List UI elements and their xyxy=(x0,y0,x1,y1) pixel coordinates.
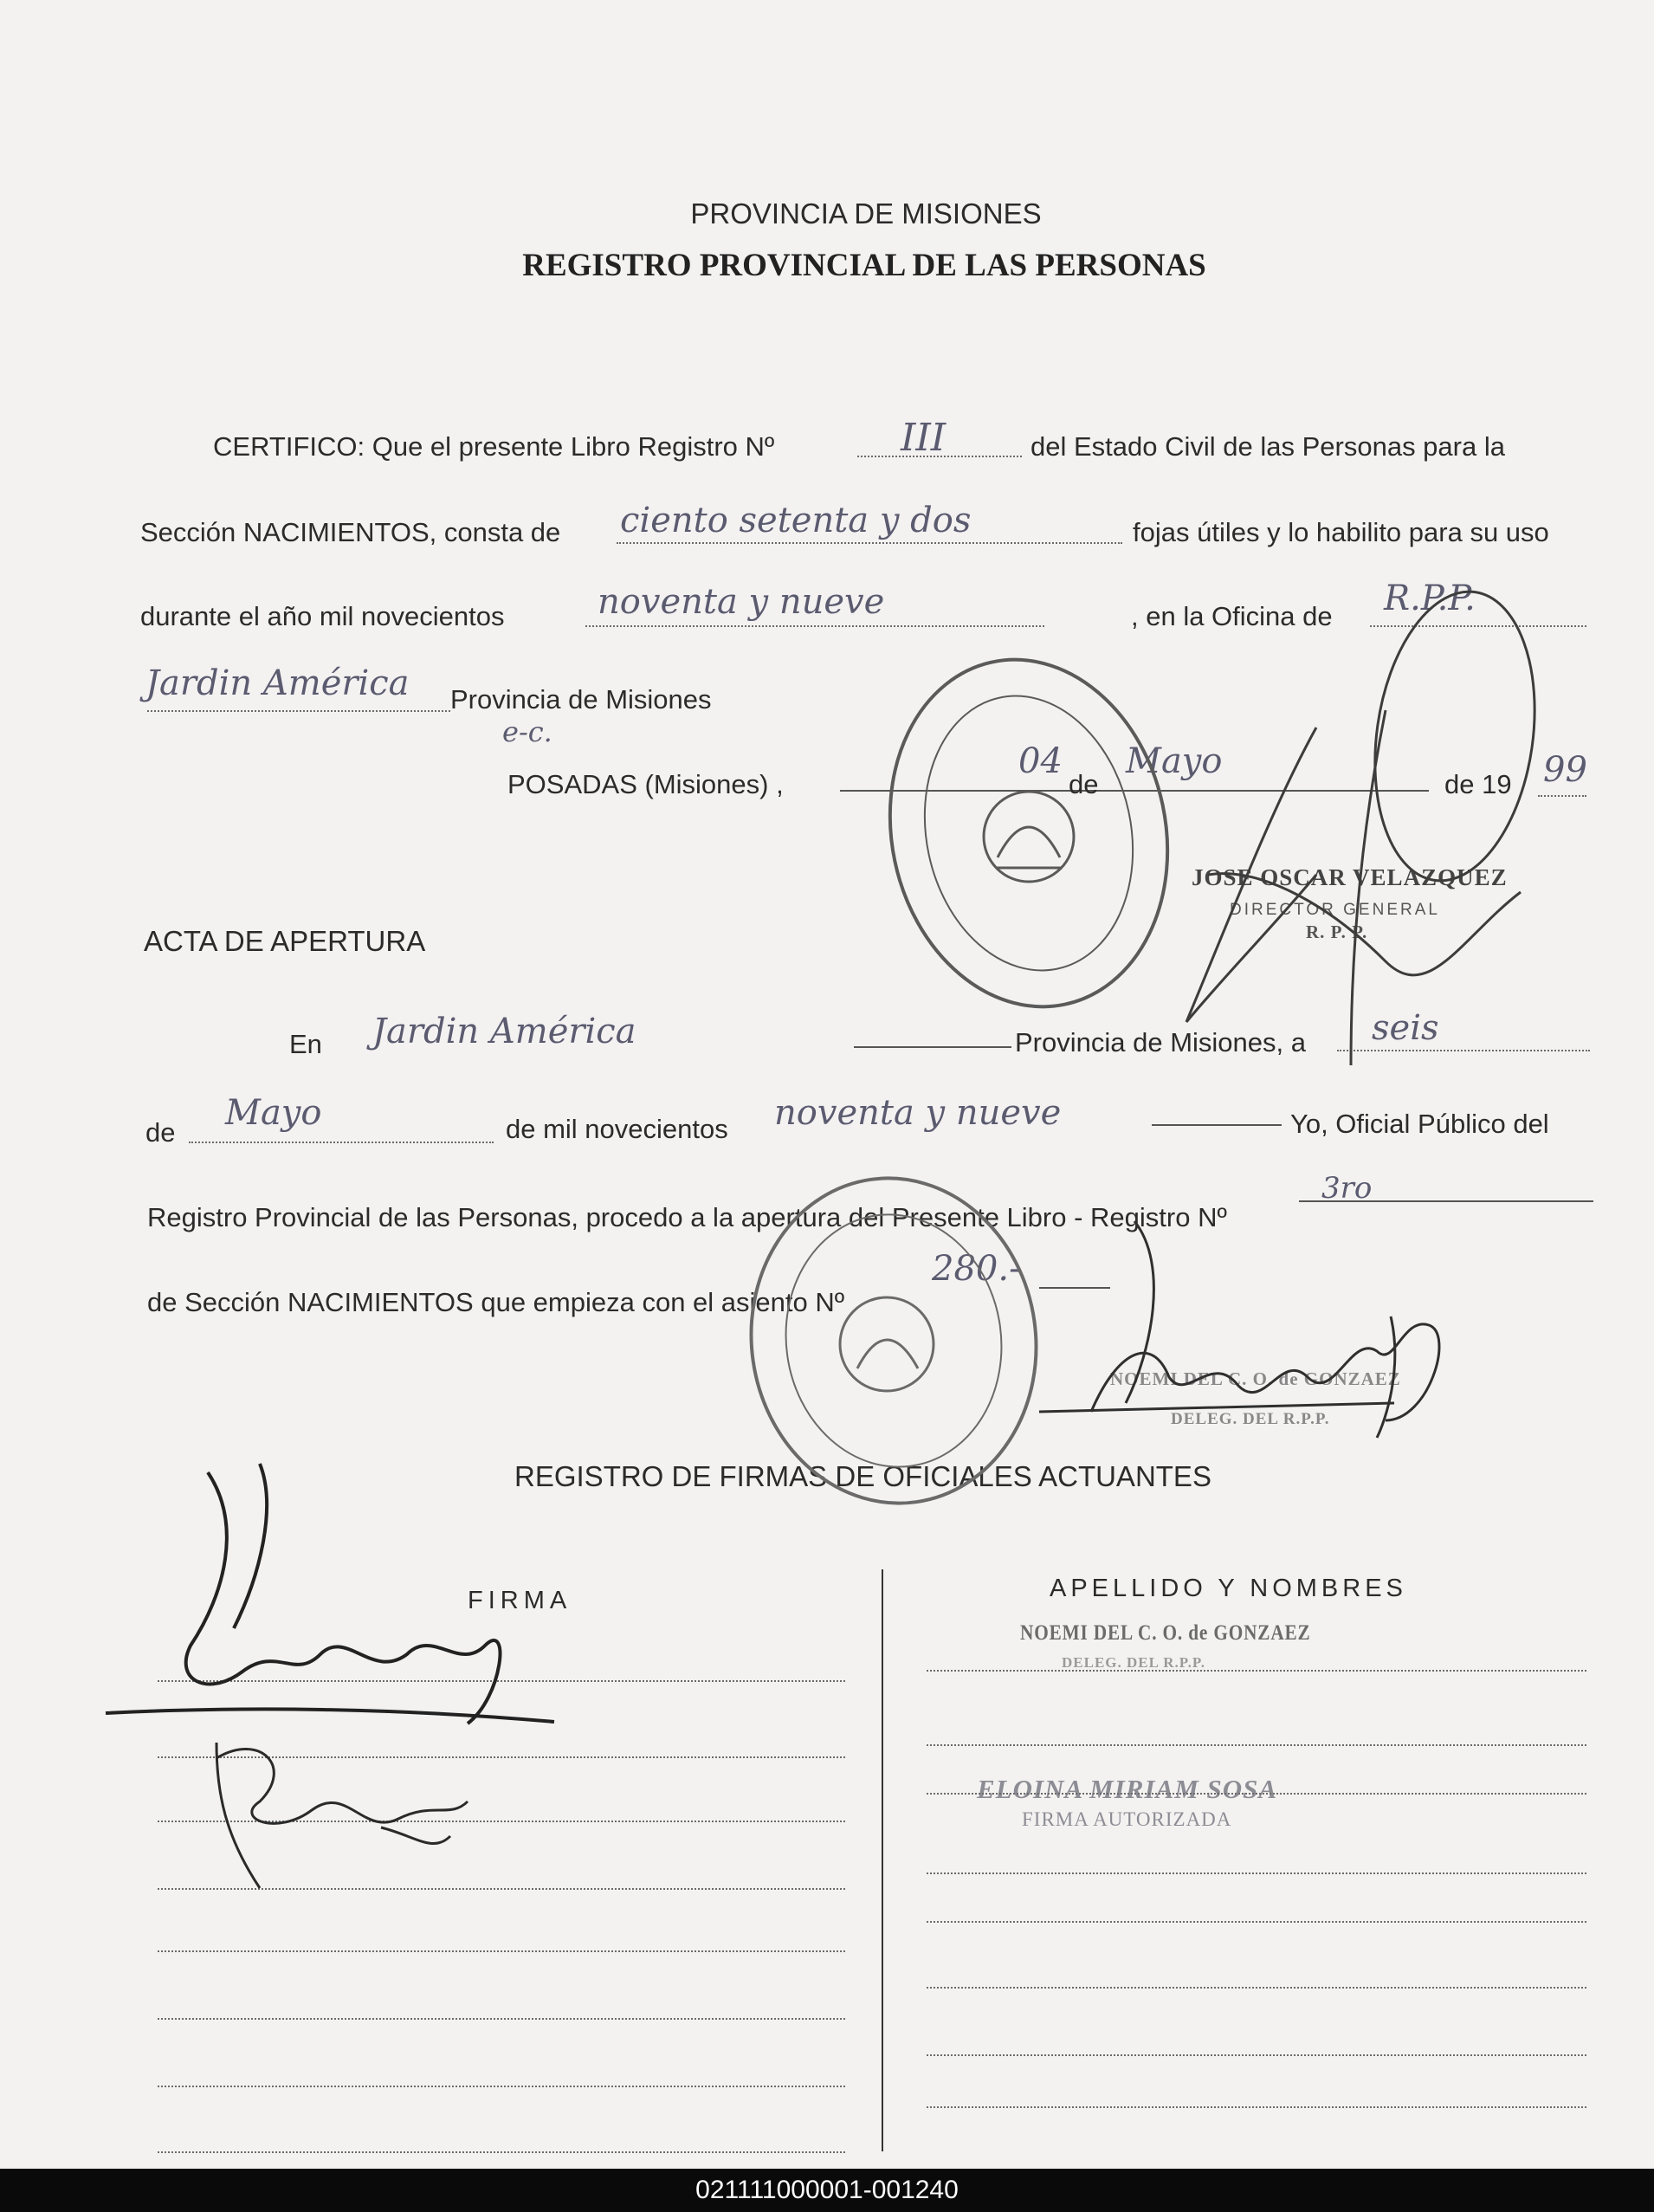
cert-book-number: III xyxy=(901,416,947,460)
acta-year: noventa y nueve xyxy=(774,1093,1062,1133)
province-heading: PROVINCIA DE MISIONES xyxy=(690,197,1042,230)
cert-line1-start: CERTIFICO: Que el presente Libro Registro Nº xyxy=(213,431,775,462)
acta-heading: ACTA DE APERTURA xyxy=(144,925,426,957)
delegation-seal-icon xyxy=(730,1160,1056,1522)
delegate-title: DELEG. DEL R.P.P. xyxy=(1171,1410,1330,1428)
firmas-heading: REGISTRO DE FIRMAS DE OFICIALES ACTUANTES xyxy=(514,1460,1211,1492)
col-firma-heading: FIRMA xyxy=(468,1587,572,1614)
acta-l1-end: Provincia de Misiones, a xyxy=(1015,1027,1306,1057)
cert-line3-mid: , en la Oficina de xyxy=(1131,601,1333,631)
entry2-title: FIRMA AUTORIZADA xyxy=(1022,1808,1232,1830)
cert-annotation: e-c. xyxy=(502,715,552,748)
cert-line2-start: Sección NACIMIENTOS, consta de xyxy=(140,517,561,547)
cert-year: noventa y nueve xyxy=(598,582,885,622)
entry2-name: ELOINA MIRIAM SOSA xyxy=(977,1774,1278,1804)
acta-day: seis xyxy=(1372,1008,1439,1048)
acta-book-number: 3ro xyxy=(1321,1171,1373,1206)
cert-de2: de 19 xyxy=(1444,769,1512,799)
firma-signature-1-icon xyxy=(106,1464,554,1724)
cert-office: R.P.P. xyxy=(1384,579,1476,618)
scan-footer xyxy=(0,2169,1654,2212)
col-nombres-heading: APELLIDO Y NOMBRES xyxy=(1050,1575,1407,1602)
acta-l1-start: En xyxy=(289,1029,322,1059)
director-org: R. P. P. xyxy=(1306,922,1368,942)
cert-month: Mayo xyxy=(1126,741,1223,781)
acta-l3-text: Registro Provincial de las Personas, procedo a la apertura del Presente Libro - Registro Nº xyxy=(147,1202,1227,1232)
cert-line1-end: del Estado Civil de las Personas para la xyxy=(1031,431,1505,462)
cert-pages-count: ciento setenta y dos xyxy=(620,501,972,540)
cert-year-suffix: 99 xyxy=(1543,750,1587,790)
cert-de1: de xyxy=(1069,769,1099,799)
acta-month: Mayo xyxy=(225,1093,322,1133)
cert-line2-end: fojas útiles y lo habilito para su uso xyxy=(1133,517,1549,547)
acta-signature-icon xyxy=(1039,1221,1439,1438)
scan-code: 021111000001-001240 xyxy=(695,2176,959,2204)
cert-line3-start: durante el año mil novecientos xyxy=(140,601,505,631)
director-signature-icon xyxy=(1186,581,1553,1065)
cert-locality: Jardin América xyxy=(145,663,410,703)
acta-l2-end: Yo, Oficial Público del xyxy=(1290,1109,1549,1139)
cert-place: POSADAS (Misiones) , xyxy=(507,769,784,799)
delegate-name: NOEMI DEL C. O. de GONZAEZ xyxy=(1110,1368,1401,1389)
entry1-name: NOEMI DEL C. O. de GONZAEZ xyxy=(1020,1621,1311,1645)
acta-entry-number: 280.- xyxy=(932,1249,1021,1289)
firma-signature-2-icon xyxy=(216,1743,468,1888)
cert-day: 04 xyxy=(1018,741,1063,781)
director-title: DIRECTOR GENERAL xyxy=(1230,901,1440,919)
director-name: JOSE OSCAR VELAZQUEZ xyxy=(1192,864,1508,890)
ministry-seal-icon xyxy=(858,634,1199,1033)
registry-heading: REGISTRO PROVINCIAL DE LAS PERSONAS xyxy=(522,248,1206,283)
acta-l2-start: de xyxy=(145,1117,176,1148)
acta-l2-mid: de mil novecientos xyxy=(506,1114,728,1144)
entry1-title: DELEG. DEL R.P.P. xyxy=(1062,1654,1205,1671)
cert-line4-end: Provincia de Misiones xyxy=(450,684,712,715)
acta-locality: Jardin América xyxy=(372,1012,636,1051)
acta-l4-text: de Sección NACIMIENTOS que empieza con el asiento Nº xyxy=(147,1287,845,1317)
